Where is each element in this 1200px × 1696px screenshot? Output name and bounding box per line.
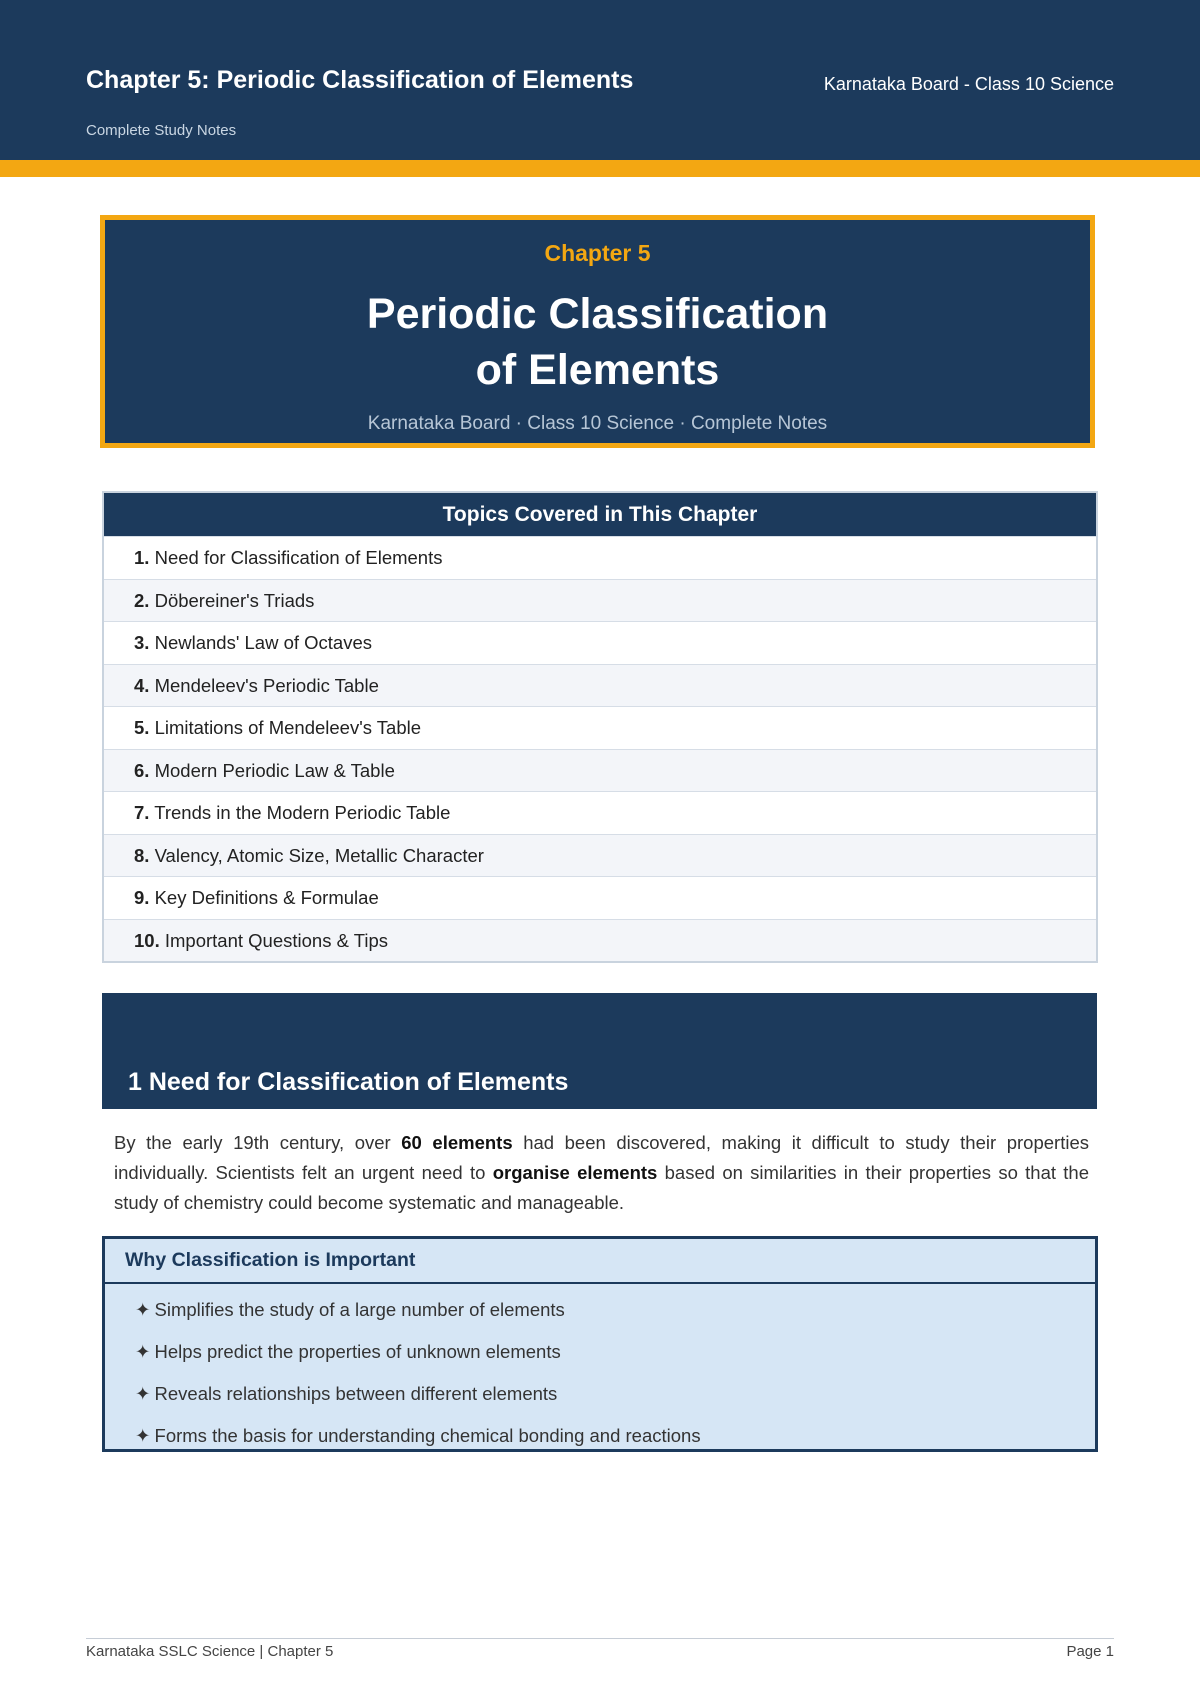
topic-item [104, 876, 1096, 919]
header-subtitle: Complete Study Notes [86, 122, 237, 139]
topic-number: 6. [134, 759, 150, 781]
page-number: Page 1 [1066, 1643, 1114, 1660]
topic-text: Need for Classification of Elements [149, 547, 443, 568]
star-bullet-icon: ✦ [135, 1299, 151, 1320]
paragraph-text: By the early 19th century, over [114, 1132, 402, 1153]
why-classification-list [105, 1284, 1095, 1457]
star-bullet-icon: ✦ [135, 1341, 151, 1362]
chapter-title-card [100, 215, 1095, 448]
topics-table [102, 491, 1098, 963]
topic-number: 10. [134, 929, 160, 951]
paragraph-bold: 60 elements [401, 1132, 513, 1153]
topic-text: Trends in the Modern Periodic Table [149, 802, 451, 823]
header-board-class: Karnataka Board - Class 10 Science [823, 74, 1114, 94]
section-1-header [102, 993, 1097, 1109]
chapter-title-line-2: of Elements [475, 346, 720, 394]
chapter-subtitle: Karnataka Board · Class 10 Science · Complete Notes [367, 413, 828, 434]
topic-text: Modern Periodic Law & Table [149, 759, 395, 781]
list-item [105, 1415, 1095, 1457]
page-header [0, 0, 1200, 160]
topic-text: Mendeleev's Periodic Table [149, 674, 379, 696]
topic-text: Key Definitions & Formulae [149, 887, 379, 908]
list-item-text: Simplifies the study of a large number of elements [154, 1299, 565, 1320]
topic-number: 7. [134, 802, 150, 823]
topics-list [104, 536, 1096, 961]
paragraph-bold: organise elements [492, 1162, 658, 1183]
footer-left: Karnataka SSLC Science | Chapter 5 [86, 1643, 334, 1660]
footer-divider [86, 1638, 1114, 1639]
paragraph-text: based on similarities in their properties so that the study of chemistry could become systematic and manageable. [114, 1162, 1089, 1213]
topic-number: 3. [134, 632, 150, 653]
topic-item [104, 621, 1096, 664]
topic-item [104, 919, 1096, 962]
chapter-title [105, 286, 1090, 398]
why-classification-heading: Why Classification is Important [105, 1239, 1095, 1284]
header-title: Chapter 5: Periodic Classification of Elements [86, 66, 634, 94]
header-accent-stripe [0, 160, 1200, 177]
chapter-number: Chapter 5 [544, 240, 651, 266]
list-item [105, 1373, 1095, 1415]
topic-item [104, 749, 1096, 792]
topic-number: 1. [134, 547, 150, 568]
section-1-paragraph [114, 1128, 1089, 1218]
section-1-title: 1 Need for Classification of Elements [128, 1068, 569, 1096]
topic-text: Valency, Atomic Size, Metallic Character [149, 844, 484, 866]
topic-number: 9. [134, 887, 150, 908]
topic-item [104, 834, 1096, 877]
list-item-text: Helps predict the properties of unknown elements [154, 1341, 561, 1362]
topic-item [104, 579, 1096, 622]
topic-text: Limitations of Mendeleev's Table [149, 717, 422, 738]
topic-text: Döbereiner's Triads [149, 589, 315, 611]
topic-text: Important Questions & Tips [159, 929, 388, 951]
list-item-text: Forms the basis for understanding chemical bonding and reactions [154, 1425, 701, 1446]
list-item [105, 1289, 1095, 1331]
topic-item [104, 536, 1096, 579]
list-item [105, 1331, 1095, 1373]
topic-item [104, 791, 1096, 834]
chapter-title-line-1: Periodic Classification [366, 290, 829, 338]
topic-number: 8. [134, 844, 150, 866]
why-classification-box [102, 1236, 1098, 1452]
paragraph-text: had been discovered, making it difficult to study their properties individually. Scientists felt an urgent need to [114, 1132, 1089, 1183]
topics-heading: Topics Covered in This Chapter [104, 493, 1096, 536]
topic-text: Newlands' Law of Octaves [149, 632, 372, 653]
topic-number: 4. [134, 674, 150, 696]
topic-number: 5. [134, 717, 150, 738]
topic-number: 2. [134, 589, 150, 611]
list-item-text: Reveals relationships between different elements [154, 1383, 558, 1404]
topic-item [104, 706, 1096, 749]
star-bullet-icon: ✦ [135, 1383, 151, 1404]
star-bullet-icon: ✦ [135, 1425, 151, 1446]
topic-item [104, 664, 1096, 707]
